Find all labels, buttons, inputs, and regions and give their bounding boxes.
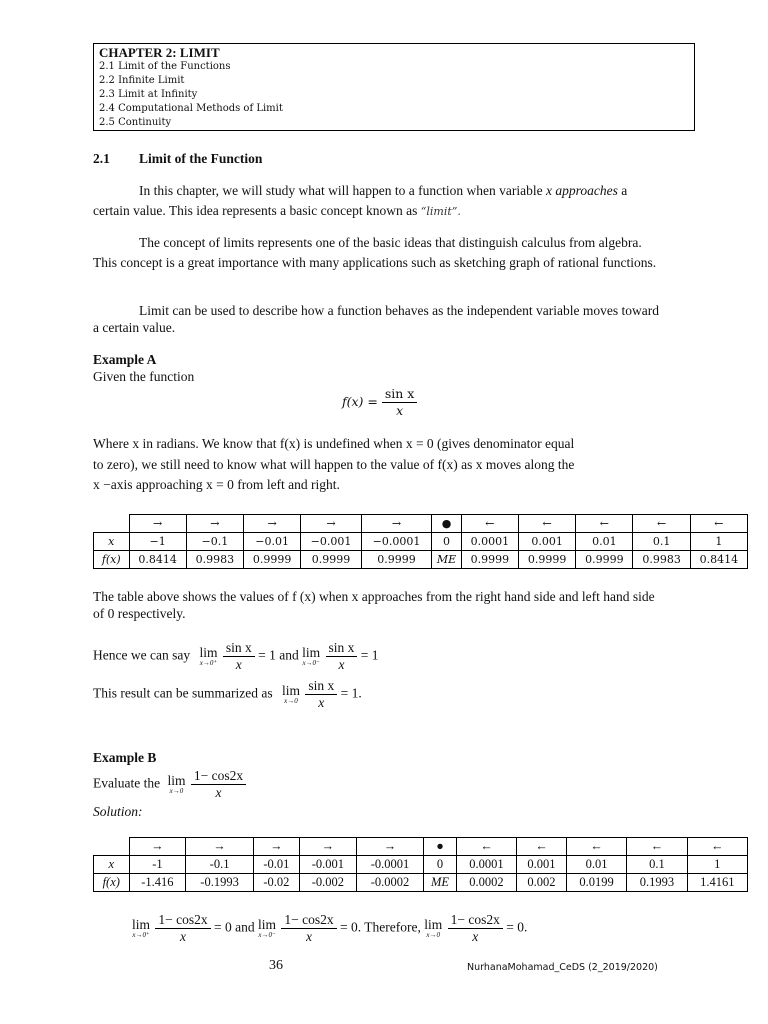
chapter-toc-box bbox=[93, 43, 695, 131]
function-lhs: f(x) = bbox=[342, 394, 378, 409]
frac-denominator: x bbox=[338, 657, 345, 672]
arrow-cell: ← bbox=[566, 838, 626, 856]
fx-cell: 0.8414 bbox=[690, 551, 747, 569]
x-cell: 0.0001 bbox=[461, 533, 518, 551]
table-arrow-row bbox=[94, 838, 748, 856]
sin-fraction bbox=[382, 386, 418, 419]
table-x-row bbox=[94, 856, 748, 874]
x-cell: −0.001 bbox=[301, 533, 361, 551]
hence-line bbox=[93, 640, 379, 673]
arrow-cell: → bbox=[361, 515, 432, 533]
toc-item-5: 2.5 Continuity bbox=[99, 117, 172, 128]
section-title: Limit of the Function bbox=[139, 151, 263, 166]
equals-zero-therefore: = 0. Therefore, bbox=[340, 919, 421, 935]
table-arrow-row bbox=[94, 515, 748, 533]
frac-numerator: sin x bbox=[305, 678, 337, 695]
limit-b-left bbox=[258, 916, 277, 939]
row-label-x: x bbox=[94, 856, 130, 874]
table-fx-row bbox=[94, 874, 748, 892]
fx-cell: 1.4161 bbox=[687, 874, 747, 892]
fx-cell: ME bbox=[424, 874, 457, 892]
where-paragraph bbox=[93, 434, 663, 496]
arrow-cell: → bbox=[186, 838, 253, 856]
frac-denominator: x bbox=[180, 929, 186, 944]
frac-numerator: 1− cos2x bbox=[281, 912, 336, 929]
equals-zero: = 0 bbox=[214, 919, 232, 935]
table-explanation: The table above shows the values of f (x) when x approaches from the right hand side and left hand side of 0 respectively. bbox=[93, 589, 655, 621]
fx-cell: 0.9983 bbox=[633, 551, 690, 569]
fx-cell: ME bbox=[432, 551, 461, 569]
lim-sub: x→0⁺ bbox=[132, 930, 150, 939]
behavior-paragraph: Limit can be used to describe how a function behaves as the independent variable moves toward a certain value. bbox=[93, 303, 659, 335]
arrow-cell: → bbox=[186, 515, 243, 533]
example-a-heading: Example A bbox=[93, 352, 157, 367]
frac-numerator: sin x bbox=[223, 640, 255, 657]
x-cell: 1 bbox=[690, 533, 747, 551]
intro-paragraph bbox=[93, 181, 663, 222]
fx-cell: 0.9999 bbox=[518, 551, 575, 569]
sin-numerator: sin x bbox=[382, 386, 418, 403]
limit-fraction bbox=[223, 640, 255, 673]
example-a-given: Given the function bbox=[93, 369, 195, 384]
intro-var-x: x bbox=[545, 183, 552, 198]
row-label-x: x bbox=[94, 533, 130, 551]
and-text: and bbox=[279, 647, 299, 663]
arrow-cell: ← bbox=[456, 838, 516, 856]
row-label-fx: f(x) bbox=[94, 874, 130, 892]
evaluate-text: Evaluate the bbox=[93, 775, 161, 791]
concept-paragraph: The concept of limits represents one of the basic ideas that distinguish calculus from algebra. This concept is a great importance with many applications such as sketching graph of rational functions. bbox=[93, 235, 657, 270]
summary-line bbox=[93, 678, 362, 711]
x-cell: -0.0001 bbox=[356, 856, 423, 874]
lim-sub: x→0⁻ bbox=[258, 930, 276, 939]
fx-cell: 0.9999 bbox=[461, 551, 518, 569]
cos-fraction bbox=[155, 912, 210, 945]
x-cell: 0.0001 bbox=[456, 856, 516, 874]
arrow-cell: → bbox=[301, 515, 361, 533]
frac-denominator: x bbox=[306, 929, 312, 944]
fx-cell: -0.002 bbox=[299, 874, 356, 892]
fx-cell: -0.1993 bbox=[186, 874, 253, 892]
example-b-conclusion bbox=[132, 912, 527, 945]
lim-sub: x→0 bbox=[169, 786, 184, 795]
arrow-cell: → bbox=[299, 838, 356, 856]
intro-approaches: approaches bbox=[555, 183, 618, 198]
row-label-fx: f(x) bbox=[94, 551, 130, 569]
table-fx-row bbox=[94, 551, 748, 569]
fx-cell: -0.0002 bbox=[356, 874, 423, 892]
limit-right bbox=[199, 644, 218, 667]
lim-word: lim bbox=[302, 644, 321, 660]
toc-item-4: 2.4 Computational Methods of Limit bbox=[99, 103, 283, 114]
sin-denominator: x bbox=[396, 403, 404, 418]
x-cell: −0.01 bbox=[244, 533, 301, 551]
lim-word: lim bbox=[424, 916, 443, 932]
fx-cell: 0.9999 bbox=[361, 551, 432, 569]
table-x-row bbox=[94, 533, 748, 551]
section-number: 2.1 bbox=[93, 151, 110, 166]
dot-cell: ● bbox=[424, 838, 457, 856]
frac-numerator: 1− cos2x bbox=[191, 768, 246, 785]
limit-fraction bbox=[326, 640, 358, 673]
x-cell: 0.1 bbox=[627, 856, 687, 874]
solution-label: Solution: bbox=[93, 804, 143, 819]
lim-word: lim bbox=[199, 644, 218, 660]
frac-numerator: 1− cos2x bbox=[448, 912, 503, 929]
lim-sub: x→0 bbox=[426, 930, 441, 939]
intro-text-b: a certain value. This idea represents a basic concept known as bbox=[93, 183, 628, 218]
fx-cell: -1.416 bbox=[129, 874, 186, 892]
fx-cell: 0.0199 bbox=[566, 874, 626, 892]
lim-word: lim bbox=[281, 682, 300, 698]
fx-cell: 0.9999 bbox=[576, 551, 633, 569]
x-cell: −1 bbox=[129, 533, 186, 551]
equals-one: = 1 bbox=[360, 647, 379, 663]
frac-numerator: 1− cos2x bbox=[155, 912, 210, 929]
x-cell: −0.0001 bbox=[361, 533, 432, 551]
cos-fraction bbox=[448, 912, 503, 945]
equals-one: = 1 bbox=[258, 647, 276, 663]
limit-b-two-sided bbox=[424, 916, 443, 939]
frac-numerator: sin x bbox=[326, 640, 358, 657]
arrow-cell: → bbox=[253, 838, 299, 856]
x-cell: -0.001 bbox=[299, 856, 356, 874]
cos-fraction bbox=[281, 912, 336, 945]
fx-cell: 0.9999 bbox=[244, 551, 301, 569]
arrow-cell: → bbox=[129, 515, 186, 533]
dot-cell: ● bbox=[432, 515, 461, 533]
x-cell: 0.01 bbox=[576, 533, 633, 551]
lim-word: lim bbox=[167, 772, 186, 788]
arrow-cell: ← bbox=[690, 515, 747, 533]
arrow-cell: ← bbox=[517, 838, 567, 856]
where-line-2: to zero), we still need to know what will happen to the value of f(x) as x moves along the bbox=[93, 456, 575, 472]
arrow-cell: → bbox=[129, 838, 186, 856]
table-corner bbox=[94, 838, 130, 856]
page-number: 36 bbox=[269, 958, 283, 973]
frac-denominator: x bbox=[472, 929, 479, 944]
chapter-title: CHAPTER 2: LIMIT bbox=[99, 45, 220, 60]
table-corner bbox=[94, 515, 130, 533]
frac-denominator: x bbox=[235, 657, 242, 672]
example-b-table bbox=[93, 837, 748, 892]
fx-cell: 0.002 bbox=[517, 874, 567, 892]
limit-two-sided bbox=[281, 682, 300, 705]
frac-denominator: x bbox=[318, 695, 325, 710]
limit-left bbox=[302, 644, 321, 667]
toc-item-1: 2.1 Limit of the Functions bbox=[99, 61, 231, 72]
fx-cell: 0.8414 bbox=[129, 551, 186, 569]
example-b-heading: Example B bbox=[93, 750, 157, 765]
frac-denominator: x bbox=[215, 785, 222, 800]
function-definition bbox=[342, 386, 417, 419]
hence-text: Hence we can say bbox=[93, 647, 191, 663]
arrow-cell: → bbox=[244, 515, 301, 533]
summary-text: This result can be summarized as bbox=[93, 685, 273, 701]
lim-word: lim bbox=[132, 916, 151, 932]
x-cell: 0.001 bbox=[518, 533, 575, 551]
arrow-cell: → bbox=[356, 838, 423, 856]
arrow-cell: ← bbox=[627, 838, 687, 856]
toc-item-3: 2.3 Limit at Infinity bbox=[99, 89, 198, 100]
x-cell: −0.1 bbox=[186, 533, 243, 551]
fx-cell: 0.0002 bbox=[456, 874, 516, 892]
arrow-cell: ← bbox=[633, 515, 690, 533]
intro-limit-term: “limit”. bbox=[420, 205, 461, 218]
example-a-table bbox=[93, 514, 748, 569]
arrow-cell: ← bbox=[576, 515, 633, 533]
intro-text-a: In this chapter, we will study what will happen to a function when variable bbox=[139, 183, 546, 198]
limit-fraction bbox=[305, 678, 337, 711]
fx-cell: 0.9999 bbox=[301, 551, 361, 569]
fx-cell: 0.1993 bbox=[627, 874, 687, 892]
lim-sub: x→0 bbox=[284, 696, 298, 705]
arrow-cell: ← bbox=[687, 838, 747, 856]
and-text: and bbox=[235, 919, 255, 935]
x-cell: -0.1 bbox=[186, 856, 253, 874]
arrow-cell: ← bbox=[518, 515, 575, 533]
fx-cell: 0.9983 bbox=[186, 551, 243, 569]
x-cell: 0.01 bbox=[566, 856, 626, 874]
x-cell: 0 bbox=[432, 533, 461, 551]
where-line-3: x −axis approaching x = 0 from left and right. bbox=[93, 477, 340, 492]
equals-one-final: = 1. bbox=[340, 685, 362, 701]
x-cell: 0.1 bbox=[633, 533, 690, 551]
x-cell: -0.01 bbox=[253, 856, 299, 874]
evaluate-line bbox=[93, 768, 246, 801]
fx-cell: -0.02 bbox=[253, 874, 299, 892]
arrow-cell: ← bbox=[461, 515, 518, 533]
x-cell: 1 bbox=[687, 856, 747, 874]
lim-sub: x→0⁻ bbox=[302, 658, 320, 667]
x-cell: -1 bbox=[129, 856, 186, 874]
cos-fraction bbox=[191, 768, 246, 801]
limit-b-right bbox=[132, 916, 151, 939]
where-line-1: Where x in radians. We know that f(x) is undefined when x = 0 (gives denominator equal bbox=[93, 436, 575, 451]
footer-credit: NurhanaMohamad_CeDS (2_2019/2020) bbox=[467, 962, 658, 973]
x-cell: 0.001 bbox=[517, 856, 567, 874]
lim-word: lim bbox=[258, 916, 277, 932]
limit-b bbox=[167, 772, 186, 795]
x-cell: 0 bbox=[424, 856, 457, 874]
toc-item-2: 2.2 Infinite Limit bbox=[99, 75, 185, 86]
equals-zero-final: = 0. bbox=[506, 919, 528, 935]
lim-sub: x→0⁺ bbox=[199, 658, 218, 667]
